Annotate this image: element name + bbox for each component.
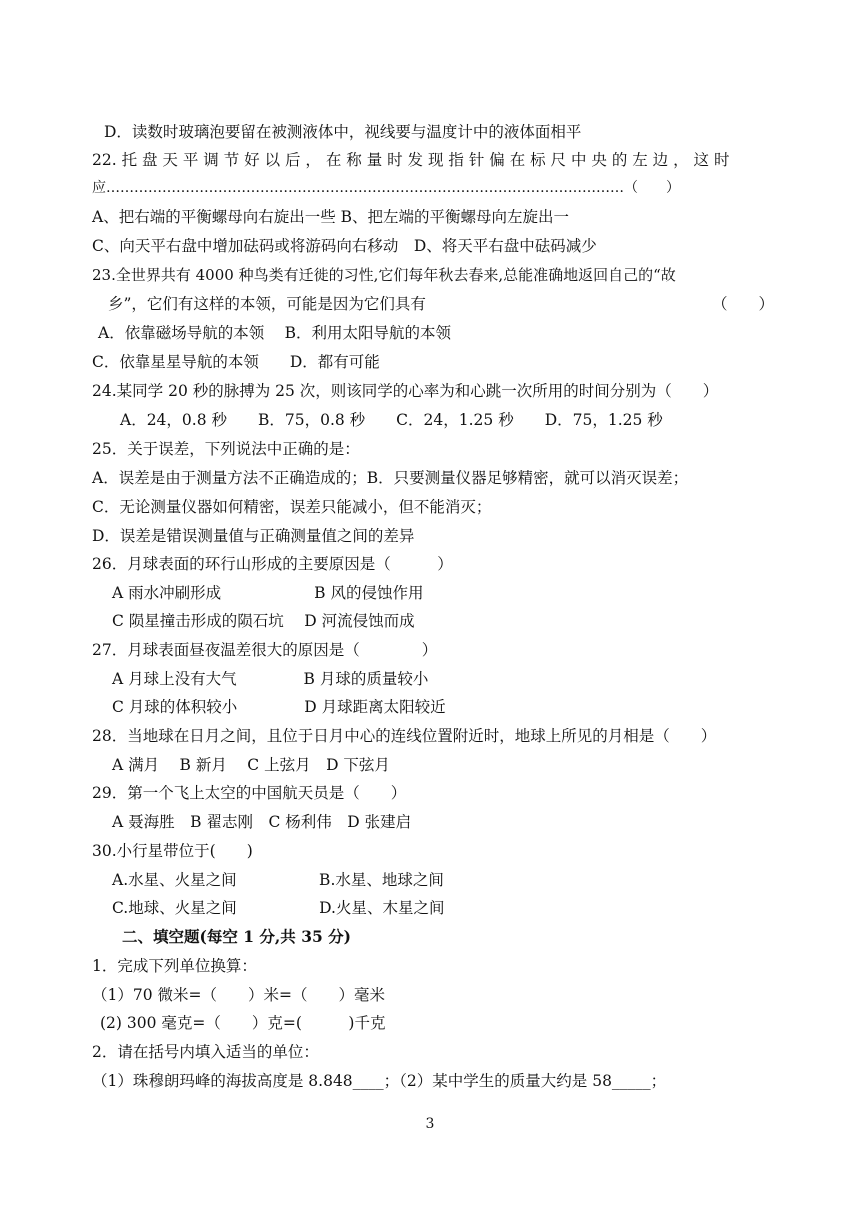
question-26-stem: 26．月球表面的环行山形成的主要原因是（ ） xyxy=(92,555,453,573)
question-22-stem: 22. 托 盘 天 平 调 节 好 以 后 ， 在 称 量 时 发 现 指 针 偏 在 标 尺 中 央 的 左 边 ， 这 时 xyxy=(92,151,730,169)
section-heading-fill-in: 二、填空题(每空 1 分,共 35 分) xyxy=(122,927,352,946)
question-30-options-ab: A.水星、火星之间 B.水星、地球之间 xyxy=(112,871,444,889)
fill-question-2-parts: （1）珠穆朗玛峰的海拔高度是 8.848____；（2）某中学生的质量大约是 58_____； xyxy=(92,1072,667,1090)
question-23-stem-cont: 乡”，它们有这样的本领，可能是因为它们具有 xyxy=(108,295,426,313)
question-29-stem: 29．第一个飞上太空的中国航天员是（ ） xyxy=(92,784,407,802)
question-22-stem-cont: 应…………………………………………………………………………………………………（ ） xyxy=(92,180,680,196)
question-25-options-ab: A．误差是由于测量方法不正确造成的；B．只要测量仪器足够精密，就可以消灭误差； xyxy=(92,469,689,487)
question-23-answer-blank: （ ） xyxy=(712,295,775,313)
question-24-stem: 24.某同学 20 秒的脉搏为 25 次，则该同学的心率为和心跳一次所用的时间分别为（ ） xyxy=(92,382,719,400)
question-29-options: A 聂海胜 B 翟志刚 C 杨利伟 D 张建启 xyxy=(112,813,412,831)
option-d-thermometer: D．读数时玻璃泡要留在被测液体中，视线要与温度计中的液体面相平 xyxy=(104,123,582,141)
fill-question-1-part-2: (2) 300 毫克=（ ）克=( )千克 xyxy=(100,1014,386,1032)
question-28-options: A 满月 B 新月 C 上弦月 D 下弦月 xyxy=(112,756,390,774)
question-30-stem: 30.小行星带位于( ) xyxy=(92,842,253,860)
question-26-options-cd: C 陨星撞击形成的陨石坑 D 河流侵蚀而成 xyxy=(112,612,415,630)
fill-question-1-part-1: （1）70 微米=（ ）米=（ ）毫米 xyxy=(92,986,385,1004)
question-25-option-c: C．无论测量仪器如何精密，误差只能减小，但不能消灭； xyxy=(92,498,492,516)
question-25-option-d: D．误差是错误测量值与正确测量值之间的差异 xyxy=(92,527,415,545)
question-25-stem: 25．关于误差，下列说法中正确的是： xyxy=(92,440,360,458)
question-27-options-ab: A 月球上没有大气 B 月球的质量较小 xyxy=(112,670,429,688)
fill-question-2-stem: 2．请在括号内填入适当的单位： xyxy=(92,1043,319,1061)
question-28-stem: 28．当地球在日月之间，且位于日月中心的连线位置附近时，地球上所见的月相是（ ） xyxy=(92,727,717,745)
question-23-stem: 23.全世界共有 4000 种鸟类有迁徙的习性,它们每年秋去春来,总能准确地返回自己的“故 xyxy=(92,266,676,284)
question-26-options-ab: A 雨水冲刷形成 B 风的侵蚀作用 xyxy=(112,584,424,602)
question-27-options-cd: C 月球的体积较小 D 月球距离太阳较近 xyxy=(112,698,446,716)
question-22-options-ab: A、把右端的平衡螺母向右旋出一些 B、把左端的平衡螺母向左旋出一 xyxy=(92,208,570,226)
fill-question-1-stem: 1．完成下列单位换算： xyxy=(92,957,257,975)
question-23-options-cd: C．依靠星星导航的本领 D．都有可能 xyxy=(92,353,380,371)
question-24-options: A．24，0.8 秒 B．75，0.8 秒 C．24，1.25 秒 D．75，1.25 秒 xyxy=(120,411,663,429)
page-number: 3 xyxy=(425,1116,435,1132)
question-30-options-cd: C.地球、火星之间 D.火星、木星之间 xyxy=(112,899,445,917)
question-23-options-ab: A．依靠磁场导航的本领 B．利用太阳导航的本领 xyxy=(98,324,452,342)
question-22-options-cd: C、向天平右盘中增加砝码或将游码向右移动 D、将天平右盘中砝码减少 xyxy=(92,237,597,255)
question-27-stem: 27．月球表面昼夜温差很大的原因是（ ） xyxy=(92,641,438,659)
